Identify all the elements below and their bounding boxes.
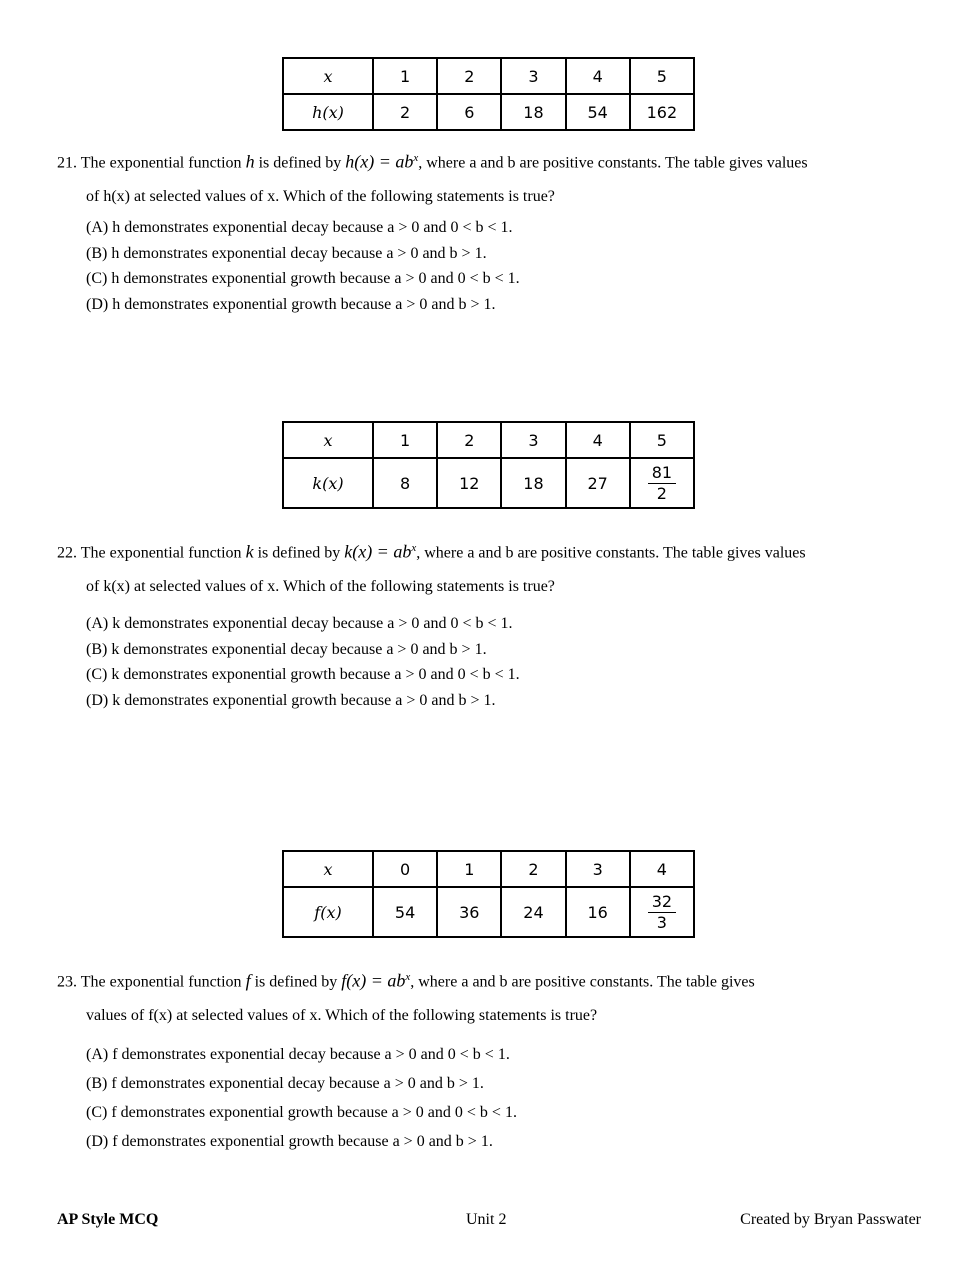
table-cell: 1 xyxy=(437,851,501,887)
question-21-stem: 21. The exponential function h is defined by $h(x) = ab^x$, where a and b are positive constants. The table gives values of h(x) at selected values of x. Which of the following statements is true? xyxy=(57,141,927,214)
table-cell: 12 xyxy=(437,458,501,508)
question-22-stem: 22. The exponential function k is defined by $k(x) = ab^x$, where a and b are positive constants. The table gives values of k(x) at selected values of x. Which of the following statements is true? xyxy=(57,531,927,604)
function-definition: h(x) = ab xyxy=(345,151,414,172)
question-number: 23. xyxy=(57,973,77,991)
table-cell: 2 xyxy=(437,58,501,94)
choice-a[interactable]: (A) h demonstrates exponential decay because a > 0 and 0 < b < 1. xyxy=(86,219,513,236)
table-cell: 18 xyxy=(501,458,565,508)
table-header-fx: h(x) xyxy=(283,94,373,130)
table-cell: 4 xyxy=(630,851,694,887)
table-cell: 18 xyxy=(501,94,565,130)
table-q23 xyxy=(282,850,695,938)
function-definition: f(x) = ab xyxy=(341,970,406,991)
choices-q21 xyxy=(86,215,520,317)
footer-center: Unit 2 xyxy=(466,1211,507,1228)
choice-d[interactable]: (D) h demonstrates exponential growth because a > 0 and b > 1. xyxy=(86,295,496,313)
table-cell: 2 xyxy=(373,94,437,130)
question-text-line2: of k(x) at selected values of x. Which of the following statements is true? xyxy=(86,578,555,596)
function-definition: k(x) = ab xyxy=(344,541,412,562)
choice-b[interactable]: (B) k demonstrates exponential decay because a > 0 and b > 1. xyxy=(86,640,487,658)
table-q21 xyxy=(282,57,695,131)
table-cell: 5 xyxy=(630,58,694,94)
choice-a[interactable]: (A) k demonstrates exponential decay because a > 0 and 0 < b < 1. xyxy=(86,615,513,632)
choice-d[interactable]: (D) f demonstrates exponential growth because a > 0 and b > 1. xyxy=(86,1133,493,1150)
table-cell: 4 xyxy=(566,58,630,94)
choice-c[interactable]: (C) k demonstrates exponential growth because a > 0 and 0 < b < 1. xyxy=(86,666,520,683)
choice-a[interactable]: (A) f demonstrates exponential decay because a > 0 and 0 < b < 1. xyxy=(86,1046,510,1063)
footer-left: AP Style MCQ xyxy=(57,1211,159,1228)
table-cell: 162 xyxy=(630,94,694,130)
table-header-x: x xyxy=(283,422,373,458)
table-cell: 27 xyxy=(566,458,630,508)
choice-c[interactable]: (C) f demonstrates exponential growth because a > 0 and 0 < b < 1. xyxy=(86,1104,517,1121)
question-number: 22. xyxy=(57,544,77,562)
fraction-denominator: 3 xyxy=(656,912,667,932)
table-cell: 3 xyxy=(501,422,565,458)
table-cell-fraction xyxy=(630,458,694,508)
table-cell: 5 xyxy=(630,422,694,458)
choices-q23 xyxy=(86,1040,517,1156)
choice-b[interactable]: (B) h demonstrates exponential decay because a > 0 and b > 1. xyxy=(86,244,487,262)
fraction-numerator: 32 xyxy=(648,893,676,913)
table-header-fx: k(x) xyxy=(283,458,373,508)
choices-q22 xyxy=(86,611,520,713)
table-cell: 1 xyxy=(373,58,437,94)
table-header-fx: f(x) xyxy=(283,887,373,937)
table-header-x: x xyxy=(283,851,373,887)
table-cell: 16 xyxy=(566,887,630,937)
table-cell: 8 xyxy=(373,458,437,508)
table-cell: 36 xyxy=(437,887,501,937)
table-cell: 0 xyxy=(373,851,437,887)
table-cell: 3 xyxy=(566,851,630,887)
footer-right: Created by Bryan Passwater xyxy=(740,1211,921,1228)
question-23-stem: 23. The exponential function f is defined by $f(x) = ab^x$, where a and b are positive constants. The table gives values of f(x) at selected values of x. Which of the following statements is true? xyxy=(57,960,927,1033)
page-footer xyxy=(57,1211,921,1233)
table-cell: 6 xyxy=(437,94,501,130)
fraction-numerator: 81 xyxy=(648,464,676,484)
table-header-x: x xyxy=(283,58,373,94)
table-q22 xyxy=(282,421,695,509)
fraction-denominator: 2 xyxy=(656,483,667,503)
table-cell: 2 xyxy=(437,422,501,458)
question-number: 21. xyxy=(57,154,77,172)
table-cell: 3 xyxy=(501,58,565,94)
question-text-line2: of h(x) at selected values of x. Which of the following statements is true? xyxy=(86,188,555,206)
question-text-line2: values of f(x) at selected values of x. Which of the following statements is true? xyxy=(86,1007,598,1025)
table-cell: 54 xyxy=(373,887,437,937)
table-cell-fraction xyxy=(630,887,694,937)
choice-c[interactable]: (C) h demonstrates exponential growth because a > 0 and 0 < b < 1. xyxy=(86,270,520,287)
table-cell: 2 xyxy=(501,851,565,887)
table-cell: 24 xyxy=(501,887,565,937)
table-cell: 4 xyxy=(566,422,630,458)
choice-d[interactable]: (D) k demonstrates exponential growth because a > 0 and b > 1. xyxy=(86,691,496,709)
choice-b[interactable]: (B) f demonstrates exponential decay because a > 0 and b > 1. xyxy=(86,1075,484,1092)
table-cell: 1 xyxy=(373,422,437,458)
table-cell: 54 xyxy=(566,94,630,130)
